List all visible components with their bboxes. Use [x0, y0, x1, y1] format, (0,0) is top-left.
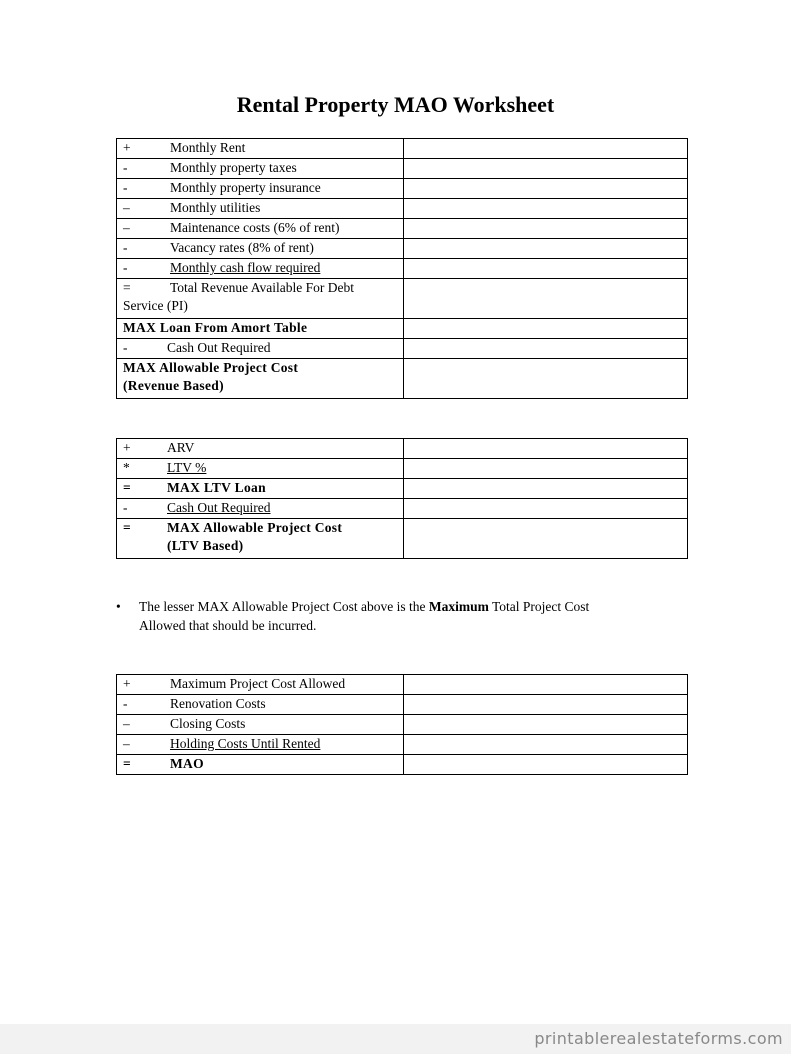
value-cell[interactable]: [404, 279, 688, 319]
table-row: [117, 319, 688, 339]
table-row: [117, 695, 688, 715]
value-cell[interactable]: [404, 755, 688, 775]
value-cell[interactable]: [404, 519, 688, 559]
value-cell[interactable]: [404, 159, 688, 179]
value-cell[interactable]: [404, 239, 688, 259]
row-label: - Renovation Costs: [117, 695, 404, 715]
value-cell[interactable]: [404, 319, 688, 339]
row-label: = Total Revenue Available For Debt Service (PI): [117, 279, 404, 319]
table-row: [117, 735, 688, 755]
row-label: = MAX LTV Loan: [117, 479, 404, 499]
table-row: [117, 219, 688, 239]
value-cell[interactable]: [404, 219, 688, 239]
revenue-worksheet-table: [116, 138, 688, 399]
value-cell[interactable]: [404, 715, 688, 735]
table-row: [117, 259, 688, 279]
ltv-worksheet-table: [116, 438, 688, 559]
footer-watermark: printablerealestateforms.com: [534, 1029, 783, 1048]
table-row: [117, 439, 688, 459]
row-label: = MAO: [117, 755, 404, 775]
table-row: [117, 755, 688, 775]
row-label: - Monthly property taxes: [117, 159, 404, 179]
table-row: [117, 519, 688, 559]
value-cell[interactable]: [404, 359, 688, 399]
value-cell[interactable]: [404, 499, 688, 519]
row-label: + Monthly Rent: [117, 139, 404, 159]
row-label: - Cash Out Required: [117, 339, 404, 359]
value-cell[interactable]: [404, 179, 688, 199]
value-cell[interactable]: [404, 439, 688, 459]
page-title: Rental Property MAO Worksheet: [236, 92, 555, 117]
row-label: MAX Loan From Amort Table: [117, 319, 404, 339]
value-cell[interactable]: [404, 479, 688, 499]
bullet-icon: •: [116, 599, 121, 614]
table-row: [117, 499, 688, 519]
table-row: [117, 139, 688, 159]
row-label: * LTV %: [117, 459, 404, 479]
table-row: [117, 459, 688, 479]
row-label: = MAX Allowable Project Cost (LTV Based): [117, 519, 404, 559]
row-label: – Monthly utilities: [117, 199, 404, 219]
value-cell[interactable]: [404, 695, 688, 715]
table-row: [117, 715, 688, 735]
row-label: - Cash Out Required: [117, 499, 404, 519]
table-row: [117, 199, 688, 219]
value-cell[interactable]: [404, 339, 688, 359]
value-cell[interactable]: [404, 139, 688, 159]
table-row: [117, 239, 688, 259]
table-row: [117, 339, 688, 359]
table-row: [117, 279, 688, 319]
table-row: [117, 479, 688, 499]
value-cell[interactable]: [404, 259, 688, 279]
row-label: MAX Allowable Project Cost (Revenue Based): [117, 359, 404, 399]
mao-worksheet-table: [116, 674, 688, 775]
table-row: [117, 359, 688, 399]
row-label: + Maximum Project Cost Allowed: [117, 675, 404, 695]
row-label: - Vacancy rates (8% of rent): [117, 239, 404, 259]
row-label: + ARV: [117, 439, 404, 459]
table-row: [117, 179, 688, 199]
row-label: - Monthly property insurance: [117, 179, 404, 199]
table-row: [117, 159, 688, 179]
row-label: – Maintenance costs (6% of rent): [117, 219, 404, 239]
value-cell[interactable]: [404, 675, 688, 695]
value-cell[interactable]: [404, 735, 688, 755]
value-cell[interactable]: [404, 199, 688, 219]
value-cell[interactable]: [404, 459, 688, 479]
footer-bar: [0, 1024, 791, 1054]
row-label: – Holding Costs Until Rented: [117, 735, 404, 755]
row-label: - Monthly cash flow required: [117, 259, 404, 279]
table-row: [117, 675, 688, 695]
row-label: – Closing Costs: [117, 715, 404, 735]
note-text: The lesser MAX Allowable Project Cost above is the Maximum Total Project Cost Allowed that should be incurred.: [139, 599, 590, 633]
